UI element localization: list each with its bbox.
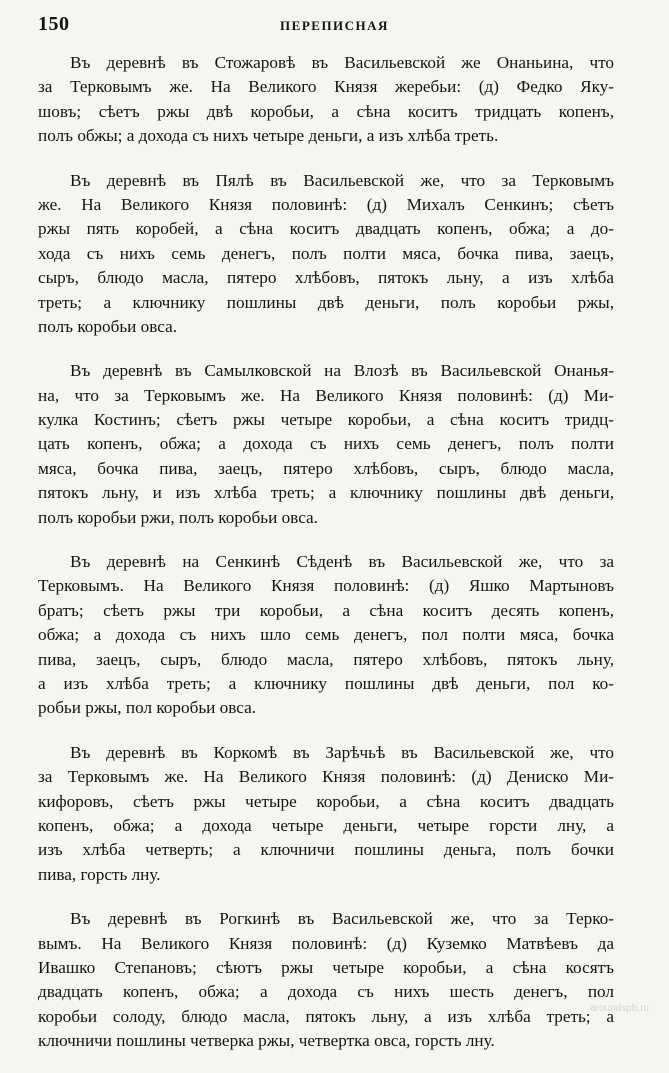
text-line: Въ деревнѣ на Сенкинѣ Сѣденѣ въ Васильевской же, что за <box>70 552 614 572</box>
page-number: 150 <box>38 13 70 35</box>
text-line: а изъ хлѣба треть; а ключнику пошлины двѣ деньги, пол ко- <box>38 673 614 693</box>
text-line: изъ хлѣба четверть; а ключничи пошлины деньга, полъ бочки <box>38 840 614 860</box>
paragraph <box>38 359 614 530</box>
text-line: Ивашко Степановъ; сѣютъ ржы четыре коробьи, а сѣна косятъ <box>38 957 614 977</box>
text-line: Въ деревнѣ въ Рогкинѣ въ Васильевской же, что за Терко- <box>70 909 614 929</box>
paragraph <box>38 550 614 721</box>
text-line: Въ деревнѣ въ Стожаровѣ въ Васильевской же Онаньина, что <box>70 53 614 72</box>
text-line: треть; а ключнику пошлины двѣ деньги, полъ коробьи ржы, <box>38 292 614 312</box>
text-line: шовъ; сѣетъ ржы двѣ коробьи, а сѣна коситъ тридцать копенъ, <box>38 101 614 121</box>
text-line: Въ деревнѣ въ Пялѣ въ Васильевской же, что за Терковымъ <box>70 170 614 190</box>
text-line: робьи ржы, пол коробьи овса. <box>38 698 257 718</box>
text-line: пятокъ льну, и изъ хлѣба треть; а ключнику пошлины двѣ деньги, <box>38 483 614 503</box>
body-text <box>38 51 614 1073</box>
text-line: мяса, бочка пива, заецъ, пятеро хлѣбовъ, сыръ, блюдо масла, <box>38 458 614 478</box>
text-line: ржы пять коробей, а сѣна коситъ двадцать копенъ, обжа; а до- <box>38 219 614 239</box>
text-line: Въ деревнѣ въ Коркомѣ въ Зарѣчьѣ въ Васильевской же, что <box>70 742 614 762</box>
watermark: aroundspb.ru <box>590 1003 649 1014</box>
text-line: кулка Костинъ; сѣетъ ржы четыре коробьи, а сѣна коситъ тридц- <box>38 410 614 430</box>
text-line: вымъ. На Великого Князя половинѣ: (д) Куземко Матвѣевъ да <box>38 933 614 953</box>
text-line: братъ; сѣетъ ржы три коробьи, а сѣна коситъ десять копенъ, <box>38 600 614 620</box>
text-line: Терковымъ. На Великого Князя половинѣ: (д) Яшко Мартыновъ <box>38 576 614 596</box>
text-line: копенъ, обжа; а дохода четыре деньги, четыре горсти лну, а <box>38 815 614 835</box>
text-line: обжа; а дохода съ нихъ шло семь денегъ, пол полти мяса, бочка <box>38 625 614 645</box>
text-line: сыръ, блюдо масла, пятеро хлѣбовъ, пятокъ льну, а изъ хлѣба <box>38 268 614 288</box>
running-title: ПЕРЕПИСНАЯ <box>280 18 389 33</box>
text-line: двадцать копенъ, обжа; а дохода съ нихъ шесть денегъ, пол <box>38 982 614 1002</box>
paragraph <box>38 169 614 340</box>
text-line: хода съ нихъ семь денегъ, полъ полти мяса, бочка пива, заецъ, <box>38 243 614 263</box>
text-line: полъ коробьи овса. <box>38 316 178 336</box>
text-line: пива, горсть лну. <box>38 864 161 884</box>
paragraph <box>38 907 614 1053</box>
paragraph <box>38 51 614 149</box>
text-line: за Терковымъ же. На Великого Князя половинѣ: (д) Дениско Ми- <box>38 767 614 787</box>
text-line: пива, заецъ, сыръ, блюдо масла, пятеро хлѣбовъ, пятокъ льну, <box>38 649 614 669</box>
text-line: же. На Великого Князя половинѣ: (д) Михалъ Сенкинъ; сѣетъ <box>38 194 614 214</box>
text-line: на, что за Терковымъ же. На Великого Князя половинѣ: (д) Ми- <box>38 385 614 405</box>
text-line: полъ коробьи ржи, полъ коробьи овса. <box>38 507 318 527</box>
text-line: за Терковымъ же. На Великого Князя жеребьи: (д) Федко Яку- <box>38 77 614 97</box>
text-line: Въ деревнѣ въ Самылковской на Влозѣ въ Васильевской Онанья- <box>70 361 614 381</box>
text-line: кифоровъ, сѣетъ ржы четыре коробьи, а сѣна коситъ двадцать <box>38 791 614 811</box>
paragraph <box>38 741 614 887</box>
text-line: коробьи солоду, блюдо масла, пятокъ льну, а изъ хлѣба треть; а <box>38 1006 614 1026</box>
text-line: цать копенъ, обжа; а дохода съ нихъ семь денегъ, полъ полти <box>38 434 614 454</box>
text-line: ключничи пошлины четверка ржы, четвертка овса, горсть лну. <box>38 1031 495 1051</box>
text-line: полъ обжы; а дохода съ нихъ четыре деньги, а изъ хлѣба треть. <box>38 126 499 146</box>
